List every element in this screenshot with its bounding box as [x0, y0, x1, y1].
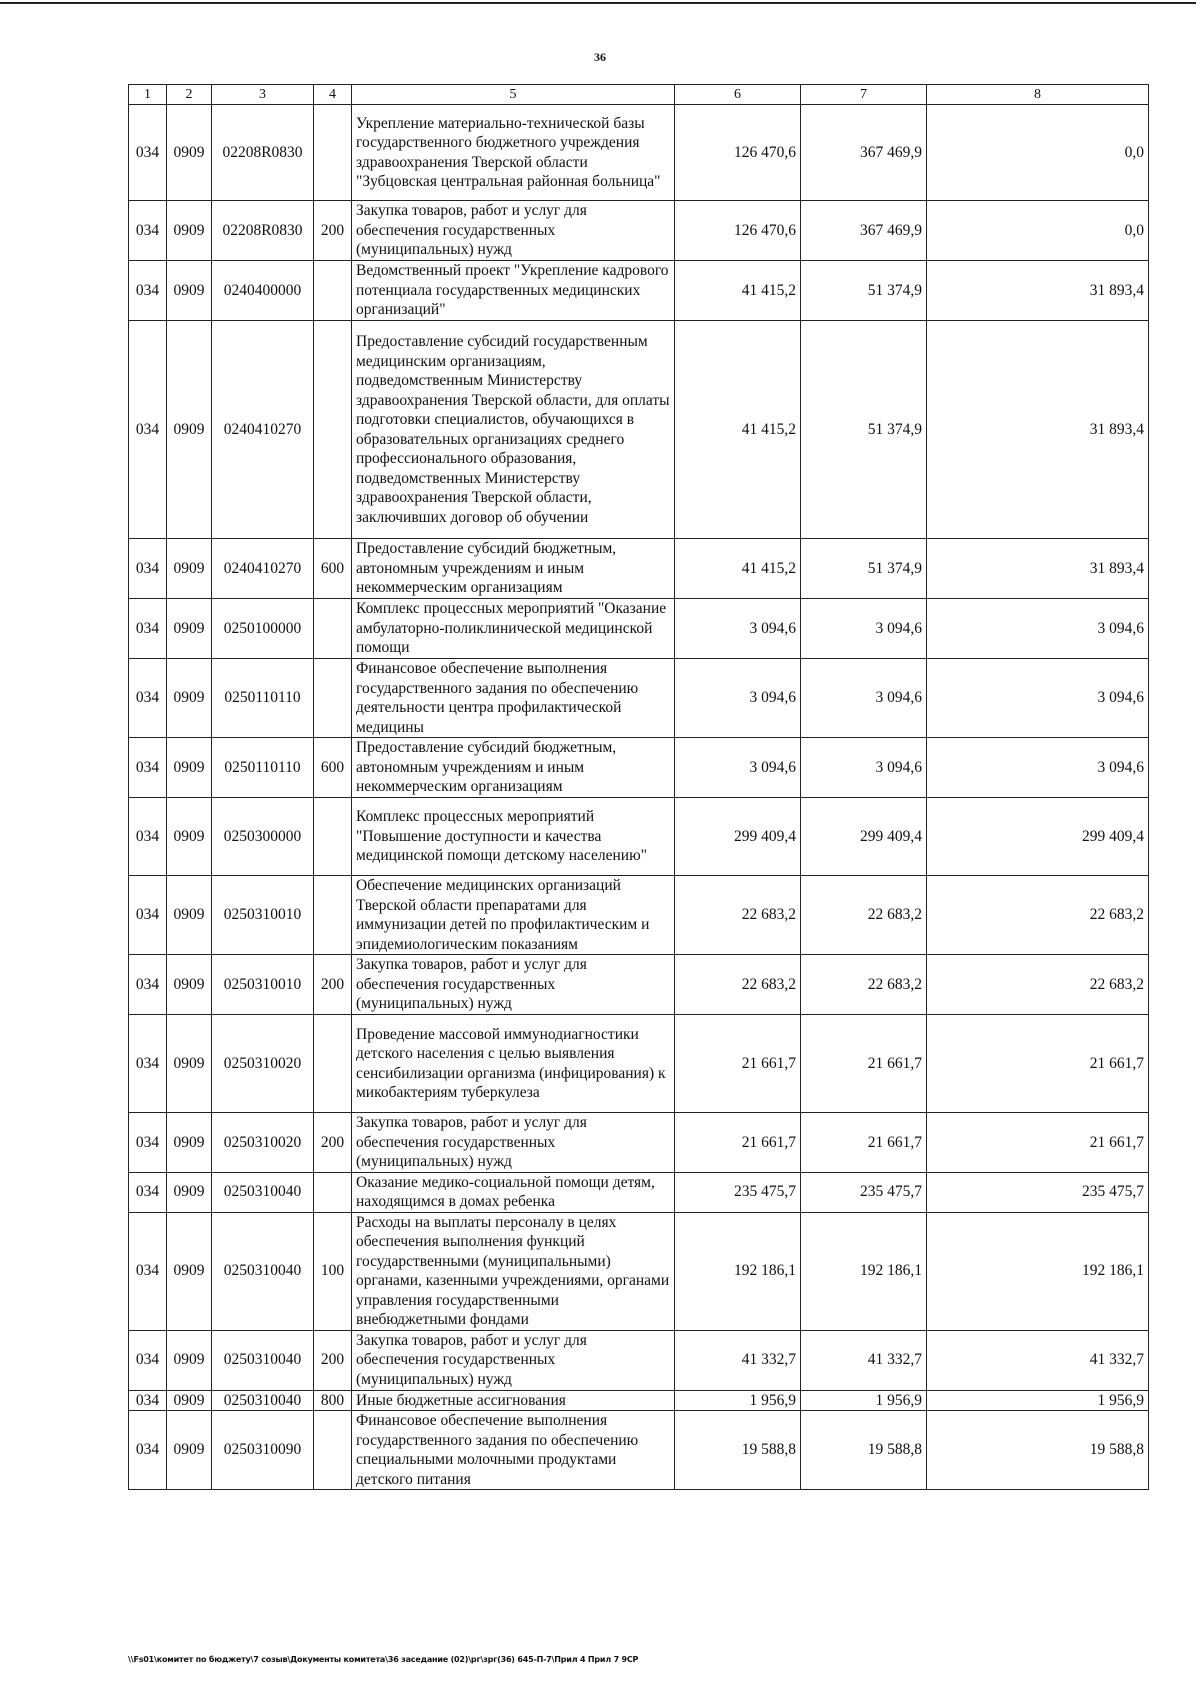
cell-amount-col6: 235 475,7 [675, 1172, 801, 1212]
table-row [129, 876, 1149, 955]
cell-amount-col8: 31 893,4 [927, 261, 1149, 321]
cell-ministry-code: 034 [129, 659, 167, 738]
cell-target-article: 02208R0830 [212, 105, 314, 201]
cell-description: Ведомственный проект "Укрепление кадрового потенциала государственных медицинских организаций" [352, 261, 675, 321]
cell-ministry-code: 034 [129, 1390, 167, 1411]
cell-amount-col7: 3 094,6 [801, 738, 927, 798]
cell-amount-col8: 21 661,7 [927, 1113, 1149, 1173]
cell-expense-type [314, 798, 352, 876]
cell-amount-col8: 31 893,4 [927, 539, 1149, 599]
cell-ministry-code: 034 [129, 1172, 167, 1212]
header-col-3: 3 [212, 85, 314, 105]
table-row [129, 1330, 1149, 1390]
cell-ministry-code: 034 [129, 599, 167, 659]
cell-section-code: 0909 [167, 798, 212, 876]
cell-target-article: 0240400000 [212, 261, 314, 321]
table-row [129, 1015, 1149, 1113]
cell-target-article: 0250310020 [212, 1113, 314, 1173]
table-row [129, 261, 1149, 321]
table-row [129, 599, 1149, 659]
scan-top-border [0, 2, 1196, 4]
cell-target-article: 0250310090 [212, 1411, 314, 1490]
cell-amount-col6: 3 094,6 [675, 599, 801, 659]
cell-expense-type [314, 321, 352, 539]
cell-section-code: 0909 [167, 738, 212, 798]
cell-description: Закупка товаров, работ и услуг для обеспечения государственных (муниципальных) нужд [352, 955, 675, 1015]
cell-ministry-code: 034 [129, 876, 167, 955]
cell-target-article: 0250310010 [212, 955, 314, 1015]
cell-target-article: 02208R0830 [212, 201, 314, 261]
cell-description: Комплекс процессных мероприятий "Оказание амбулаторно-поликлинической медицинской помощи [352, 599, 675, 659]
cell-description: Закупка товаров, работ и услуг для обеспечения государственных (муниципальных) нужд [352, 1113, 675, 1173]
cell-amount-col6: 22 683,2 [675, 955, 801, 1015]
cell-section-code: 0909 [167, 1330, 212, 1390]
cell-amount-col7: 21 661,7 [801, 1015, 927, 1113]
cell-section-code: 0909 [167, 539, 212, 599]
cell-description: Проведение массовой иммунодиагностики детского населения с целью выявления сенсибилизации организма (инфицирования) к микобактериям туберкулеза [352, 1015, 675, 1113]
cell-amount-col8: 22 683,2 [927, 876, 1149, 955]
cell-amount-col8: 3 094,6 [927, 599, 1149, 659]
cell-ministry-code: 034 [129, 201, 167, 261]
cell-expense-type: 600 [314, 539, 352, 599]
cell-target-article: 0240410270 [212, 321, 314, 539]
cell-amount-col7: 192 186,1 [801, 1212, 927, 1330]
cell-description: Предоставление субсидий бюджетным, автономным учреждениям и иным некоммерческим организациям [352, 539, 675, 599]
table-row [129, 1172, 1149, 1212]
cell-amount-col7: 22 683,2 [801, 876, 927, 955]
cell-section-code: 0909 [167, 1411, 212, 1490]
cell-amount-col7: 3 094,6 [801, 659, 927, 738]
cell-expense-type: 200 [314, 1113, 352, 1173]
cell-amount-col8: 0,0 [927, 201, 1149, 261]
cell-section-code: 0909 [167, 599, 212, 659]
cell-description: Закупка товаров, работ и услуг для обеспечения государственных (муниципальных) нужд [352, 1330, 675, 1390]
cell-section-code: 0909 [167, 876, 212, 955]
cell-amount-col6: 21 661,7 [675, 1015, 801, 1113]
cell-description: Финансовое обеспечение выполнения государственного задания по обеспечению специальными молочными продуктами детского питания [352, 1411, 675, 1490]
cell-description: Предоставление субсидий государственным медицинским организациям, подведомственным Министерству здравоохранения Тверской области, для оплаты подготовки специалистов, обучающихся в образовательных организациях среднего профессионального образования, подведомственных Министерству здравоохранения Тверской области, заключивших договор об обучении [352, 321, 675, 539]
cell-expense-type: 200 [314, 955, 352, 1015]
cell-target-article: 0250100000 [212, 599, 314, 659]
cell-ministry-code: 034 [129, 798, 167, 876]
table-row [129, 1411, 1149, 1490]
cell-section-code: 0909 [167, 321, 212, 539]
page-number: 36 [594, 50, 606, 64]
cell-section-code: 0909 [167, 955, 212, 1015]
cell-amount-col8: 31 893,4 [927, 321, 1149, 539]
cell-expense-type [314, 659, 352, 738]
header-col-8: 8 [927, 85, 1149, 105]
cell-description: Укрепление материально-технической базы государственного бюджетного учреждения здравоохранения Тверской области "Зубцовская центральная районная больница" [352, 105, 675, 201]
cell-ministry-code: 034 [129, 321, 167, 539]
cell-amount-col8: 22 683,2 [927, 955, 1149, 1015]
cell-section-code: 0909 [167, 659, 212, 738]
cell-amount-col8: 3 094,6 [927, 738, 1149, 798]
cell-expense-type: 200 [314, 201, 352, 261]
cell-amount-col7: 21 661,7 [801, 1113, 927, 1173]
table-row [129, 1113, 1149, 1173]
cell-expense-type [314, 1172, 352, 1212]
cell-expense-type [314, 105, 352, 201]
cell-ministry-code: 034 [129, 261, 167, 321]
cell-amount-col6: 3 094,6 [675, 659, 801, 738]
cell-amount-col6: 192 186,1 [675, 1212, 801, 1330]
cell-amount-col6: 126 470,6 [675, 201, 801, 261]
table-row [129, 321, 1149, 539]
cell-section-code: 0909 [167, 261, 212, 321]
table-row [129, 1212, 1149, 1330]
table-row [129, 738, 1149, 798]
cell-ministry-code: 034 [129, 539, 167, 599]
cell-amount-col7: 19 588,8 [801, 1411, 927, 1490]
cell-amount-col6: 41 415,2 [675, 539, 801, 599]
cell-expense-type [314, 876, 352, 955]
cell-description: Закупка товаров, работ и услуг для обеспечения государственных (муниципальных) нужд [352, 201, 675, 261]
cell-description: Расходы на выплаты персоналу в целях обеспечения выполнения функций государственными (муниципальными) органами, казенными учреждениями, органами управления государственными внебюджетными фондами [352, 1212, 675, 1330]
cell-ministry-code: 034 [129, 1330, 167, 1390]
cell-target-article: 0250300000 [212, 798, 314, 876]
table-row [129, 955, 1149, 1015]
cell-section-code: 0909 [167, 1172, 212, 1212]
cell-amount-col8: 3 094,6 [927, 659, 1149, 738]
cell-amount-col7: 51 374,9 [801, 321, 927, 539]
cell-section-code: 0909 [167, 1390, 212, 1411]
cell-ministry-code: 034 [129, 738, 167, 798]
cell-ministry-code: 034 [129, 1411, 167, 1490]
table-row [129, 1390, 1149, 1411]
cell-amount-col7: 1 956,9 [801, 1390, 927, 1411]
cell-target-article: 0250110110 [212, 738, 314, 798]
budget-table [128, 84, 1149, 1490]
cell-amount-col7: 51 374,9 [801, 539, 927, 599]
file-path-footer: \\Fs01\комитет по бюджету\7 созыв\Документы комитета\36 заседание (02)\рг\зрг(36) 645-П-7\Прил 4 Прил 7 9СР [128, 1655, 639, 1664]
cell-description: Оказание медико-социальной помощи детям, находящимся в домах ребенка [352, 1172, 675, 1212]
cell-amount-col7: 235 475,7 [801, 1172, 927, 1212]
table-body [129, 105, 1149, 1490]
cell-amount-col6: 299 409,4 [675, 798, 801, 876]
cell-ministry-code: 034 [129, 1212, 167, 1330]
header-col-1: 1 [129, 85, 167, 105]
cell-amount-col7: 3 094,6 [801, 599, 927, 659]
cell-amount-col6: 126 470,6 [675, 105, 801, 201]
cell-target-article: 0250310040 [212, 1390, 314, 1411]
cell-target-article: 0250110110 [212, 659, 314, 738]
cell-ministry-code: 034 [129, 105, 167, 201]
cell-amount-col8: 41 332,7 [927, 1330, 1149, 1390]
cell-amount-col6: 22 683,2 [675, 876, 801, 955]
cell-section-code: 0909 [167, 1015, 212, 1113]
cell-expense-type: 100 [314, 1212, 352, 1330]
cell-description: Иные бюджетные ассигнования [352, 1390, 675, 1411]
cell-section-code: 0909 [167, 1212, 212, 1330]
cell-expense-type: 800 [314, 1390, 352, 1411]
cell-target-article: 0250310010 [212, 876, 314, 955]
header-col-2: 2 [167, 85, 212, 105]
cell-amount-col6: 1 956,9 [675, 1390, 801, 1411]
cell-amount-col6: 21 661,7 [675, 1113, 801, 1173]
cell-target-article: 0250310040 [212, 1212, 314, 1330]
cell-amount-col8: 19 588,8 [927, 1411, 1149, 1490]
table-row [129, 539, 1149, 599]
header-col-6: 6 [675, 85, 801, 105]
cell-amount-col7: 299 409,4 [801, 798, 927, 876]
table-row [129, 201, 1149, 261]
cell-amount-col8: 192 186,1 [927, 1212, 1149, 1330]
table-header-row [129, 85, 1149, 105]
cell-amount-col6: 41 415,2 [675, 261, 801, 321]
cell-amount-col8: 299 409,4 [927, 798, 1149, 876]
cell-amount-col6: 3 094,6 [675, 738, 801, 798]
table-row [129, 798, 1149, 876]
cell-amount-col7: 51 374,9 [801, 261, 927, 321]
cell-description: Предоставление субсидий бюджетным, автономным учреждениям и иным некоммерческим организациям [352, 738, 675, 798]
cell-description: Финансовое обеспечение выполнения государственного задания по обеспечению деятельности центра профилактической медицины [352, 659, 675, 738]
cell-description: Комплекс процессных мероприятий "Повышение доступности и качества медицинской помощи детскому населению" [352, 798, 675, 876]
cell-amount-col7: 41 332,7 [801, 1330, 927, 1390]
cell-ministry-code: 034 [129, 1113, 167, 1173]
cell-description: Обеспечение медицинских организаций Тверской области препаратами для иммунизации детей по профилактическим и эпидемиологическим показаниям [352, 876, 675, 955]
cell-target-article: 0250310040 [212, 1330, 314, 1390]
cell-amount-col6: 41 415,2 [675, 321, 801, 539]
cell-section-code: 0909 [167, 201, 212, 261]
cell-expense-type [314, 599, 352, 659]
cell-section-code: 0909 [167, 1113, 212, 1173]
cell-section-code: 0909 [167, 105, 212, 201]
cell-amount-col7: 22 683,2 [801, 955, 927, 1015]
cell-amount-col6: 41 332,7 [675, 1330, 801, 1390]
cell-amount-col8: 21 661,7 [927, 1015, 1149, 1113]
cell-expense-type [314, 1411, 352, 1490]
header-col-7: 7 [801, 85, 927, 105]
cell-amount-col8: 1 956,9 [927, 1390, 1149, 1411]
cell-target-article: 0250310020 [212, 1015, 314, 1113]
cell-amount-col8: 0,0 [927, 105, 1149, 201]
cell-expense-type: 600 [314, 738, 352, 798]
cell-expense-type [314, 261, 352, 321]
cell-expense-type: 200 [314, 1330, 352, 1390]
cell-amount-col7: 367 469,9 [801, 201, 927, 261]
cell-amount-col8: 235 475,7 [927, 1172, 1149, 1212]
cell-target-article: 0240410270 [212, 539, 314, 599]
table-row [129, 659, 1149, 738]
cell-ministry-code: 034 [129, 1015, 167, 1113]
header-col-4: 4 [314, 85, 352, 105]
table-row [129, 105, 1149, 201]
cell-target-article: 0250310040 [212, 1172, 314, 1212]
cell-amount-col7: 367 469,9 [801, 105, 927, 201]
cell-amount-col6: 19 588,8 [675, 1411, 801, 1490]
header-col-5: 5 [352, 85, 675, 105]
cell-expense-type [314, 1015, 352, 1113]
cell-ministry-code: 034 [129, 955, 167, 1015]
